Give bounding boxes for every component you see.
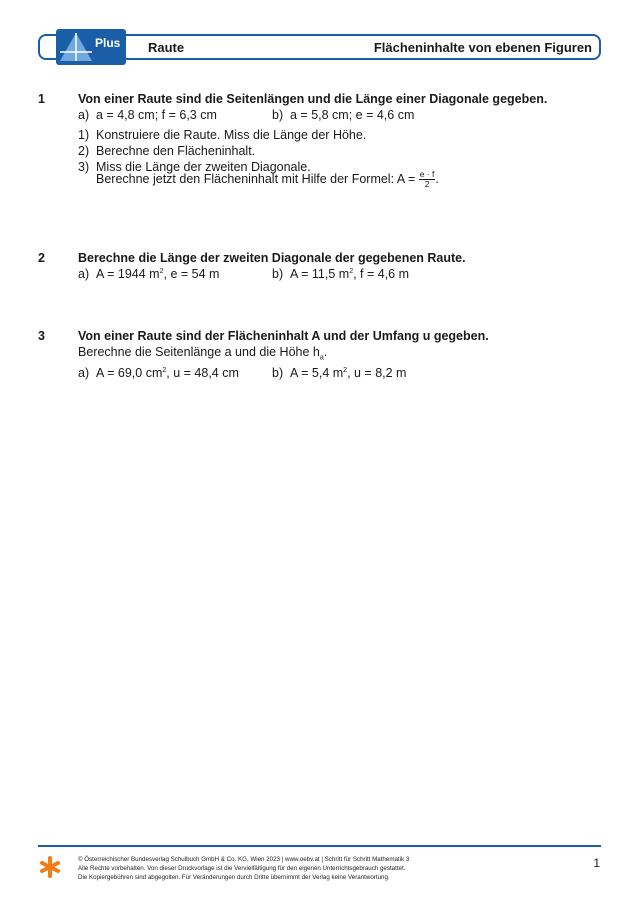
step-text: Konstruiere die Raute. Miss die Länge der Höhe. xyxy=(96,128,367,142)
task-item-a xyxy=(78,366,239,380)
task-number: 3 xyxy=(38,329,45,343)
chapter-title: Flächeninhalte von ebenen Figuren xyxy=(373,40,592,55)
footer-divider xyxy=(38,845,601,847)
subtitle-text: Berechne die Seitenlänge a und die Höhe h xyxy=(78,345,320,359)
footer-line: Alle Rechte vorbehalten. Von dieser Druckvorlage ist die Vervielfältigung für den eigenen Unterrichtsgebrauch gestattet. xyxy=(78,864,406,872)
formula-end: . xyxy=(435,171,439,186)
task-item-b xyxy=(272,366,406,380)
subtitle-end: . xyxy=(323,345,328,359)
item-label: a) xyxy=(78,108,90,122)
item-label: a) xyxy=(78,267,90,281)
step-number: 2) xyxy=(78,144,90,158)
item-text-rest: , f = 4,6 m xyxy=(353,267,410,281)
task-title: Berechne die Länge der zweiten Diagonale der gegebenen Raute. xyxy=(78,251,466,265)
task-item-a xyxy=(78,267,219,281)
topic-title: Raute xyxy=(148,40,185,55)
task-subtitle xyxy=(78,345,327,362)
task-title: Von einer Raute sind der Flächeninhalt A und der Umfang u gegeben. xyxy=(78,329,489,343)
fraction-denominator: 2 xyxy=(424,179,430,189)
step-1 xyxy=(78,128,366,142)
item-text: A = 69,0 cm xyxy=(96,366,163,380)
step-2 xyxy=(78,144,255,158)
task-number: 2 xyxy=(38,251,45,265)
item-text: A = 11,5 m xyxy=(290,267,350,281)
formula-fraction xyxy=(419,169,439,189)
fraction-numerator: e · f xyxy=(419,169,435,179)
item-label: b) xyxy=(272,108,284,122)
item-text-rest: , e = 54 m xyxy=(163,267,220,281)
publisher-star-icon xyxy=(38,855,62,879)
step-text: Berechne den Flächeninhalt. xyxy=(96,144,256,158)
item-label: a) xyxy=(78,366,90,380)
exponent: 2 xyxy=(343,366,348,374)
task-item-b xyxy=(272,108,414,122)
item-text: a = 5,8 cm; e = 4,6 cm xyxy=(290,108,415,122)
step-number: 1) xyxy=(78,128,90,142)
step-number: 3) xyxy=(78,160,90,174)
step-text: Miss die Länge der zweiten Diagonale. xyxy=(96,160,311,174)
page-number: 1 xyxy=(593,856,600,870)
item-text: A = 5,4 m xyxy=(290,366,344,380)
logo-label: Plus xyxy=(95,36,121,50)
item-label: b) xyxy=(272,267,284,281)
footer-line: © Österreichischer Bundesverlag Schulbuch GmbH & Co. KG, Wien 2023 | www.oebv.at | Schritt für Schritt Mathematik 3 xyxy=(78,856,410,863)
item-text-rest: , u = 48,4 cm xyxy=(166,366,239,380)
item-text: A = 1944 m xyxy=(96,267,160,281)
step-text: Berechne jetzt den Flächeninhalt mit Hilfe der Formel: A = xyxy=(96,171,416,186)
footer-copyright xyxy=(78,856,409,882)
item-label: b) xyxy=(272,366,284,380)
task-item-b xyxy=(272,267,409,281)
item-text-rest: , u = 8,2 m xyxy=(347,366,407,380)
task-title: Von einer Raute sind die Seitenlängen und die Länge einer Diagonale gegeben. xyxy=(78,92,548,106)
step-3-continued xyxy=(78,170,439,189)
item-text: a = 4,8 cm; f = 6,3 cm xyxy=(96,108,217,122)
footer-line: Die Kopiergebühren sind abgegolten. Für Veränderungen durch Dritte übernimmt der Verlag keine Verantwortung. xyxy=(78,873,390,881)
task-number: 1 xyxy=(38,92,45,106)
exponent: 2 xyxy=(349,267,354,275)
exponent: 2 xyxy=(162,366,167,374)
task-item-a xyxy=(78,108,217,122)
exponent: 2 xyxy=(159,267,164,275)
subscript: a xyxy=(319,354,324,362)
